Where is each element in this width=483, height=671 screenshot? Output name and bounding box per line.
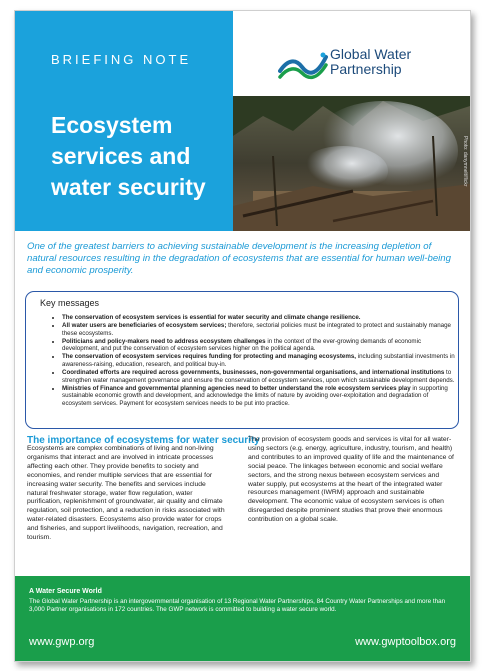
forest-fire-photo	[233, 96, 470, 231]
footer-title: A Water Secure World	[29, 588, 102, 595]
title-line-2: services and	[51, 143, 191, 169]
key-message-text: in the context of the ever-growing demands of economic development, and put the conservation of ecosystem services higher on the political agenda.	[62, 337, 422, 353]
key-messages-list	[48, 314, 457, 408]
header-band	[15, 11, 233, 96]
title-block	[15, 96, 233, 231]
gwp-toolbox-link[interactable]: www.gwptoolbox.org	[355, 636, 456, 648]
briefing-note-page	[14, 10, 471, 662]
footer-text: The Global Water Partnership is an intergovernmental organisation of 13 Regional Water Partnerships, 84 Country Water Partnerships and more than 3,000 Partner organisations in 172 countries. The GWP network is committed to building a water secure world.	[29, 598, 446, 614]
lead-paragraph: One of the greatest barriers to achieving sustainable development is the increasing depletion of natural resources resulting in the degradation of ecosystems that are essential for human well-being and economic prosperity.	[27, 241, 451, 276]
key-message-bold: The conservation of ecosystem services requires funding for protecting and managing ecosystems,	[62, 353, 356, 361]
footer-band	[15, 576, 470, 661]
logo-line-2: Partnership	[330, 61, 402, 77]
briefing-note-label: BRIEFING NOTE	[51, 52, 192, 67]
key-message-text: to strengthen water management governance and ensure the conservation of ecosystem services, upon which sustainable development depends.	[62, 369, 455, 384]
key-message-item	[62, 322, 457, 337]
key-message-bold: The conservation of ecosystem services is essential for water security and climate change resilience.	[62, 314, 361, 321]
key-message-item	[62, 353, 457, 368]
key-messages-box	[25, 291, 459, 429]
key-message-item	[62, 385, 457, 408]
body-column-left: Ecosystems are complex combinations of living and non-living organisms that interact and are involved in intricate processes affecting each other. They provide benefits to society and economies, and render multiple services that are essential for increasing water security. The benefits and services include natural freshwater storage, water flow regulation, water purification, replenishment of groundwater, air quality and climate regulation, soil protection, and a reduction in risks associated with water-related disasters. Ecosystems also provide water for crops and fisheries, and support livelihoods, navigation, recreation, and tourism.	[27, 445, 225, 542]
photo-credit: Photo: danymnelt/flickr	[462, 136, 468, 187]
key-message-item	[62, 338, 457, 353]
logo-line-1: Global Water	[330, 46, 412, 62]
body-column-right: The provision of ecosystem goods and services is vital for all water-using sectors (e.g. energy, agriculture, industry, tourism, and health) and contributes to an improved quality of life and the maintenance of social peace. The linkages between economic and social welfare sectors, and the strong nexus between ecosystem services and water supply, put ecosystems at the heart of the integrated water resources management (IWRM) approach and sustainable development. The economic value of ecosystem services is often disregarded despite prominent studies that prove their enormous contribution on a global scale.	[248, 436, 454, 524]
key-messages-title: Key messages	[40, 298, 100, 308]
key-message-text: in supporting sustainable economic growth and development, and acknowledge the limits of nature by avoiding over-exploitation and degradation of ecosystem services. Payment for ecosystem services needs to be put into practice.	[62, 384, 448, 408]
key-message-bold: Coordinated efforts are required across governments, businesses, non-governmental organisations, and international institutions	[62, 369, 445, 377]
key-message-text: including substantial investments in awareness-raising, education, research, and political buy-in.	[62, 353, 455, 369]
key-message-bold: Politicians and policy-makers need to address ecosystem challenges	[62, 337, 266, 345]
page-title	[51, 110, 231, 203]
key-message-item	[62, 314, 457, 322]
gwp-logo	[278, 45, 458, 85]
gwp-wave-icon	[278, 49, 328, 83]
key-message-item	[62, 369, 457, 384]
gwp-website-link[interactable]: www.gwp.org	[29, 636, 95, 648]
key-message-bold: All water users are beneficiaries of ecosystem services;	[62, 322, 227, 330]
key-message-text: therefore, sectorial policies must be integrated to protect and sustainably manage these ecosystems.	[62, 322, 452, 337]
forest-smoke-image	[233, 96, 470, 231]
key-message-bold: Ministries of Finance and governmental planning agencies need to better understand the role ecosystem services play	[62, 384, 411, 392]
title-line-3: water security	[51, 174, 206, 200]
section-heading: The importance of ecosystems for water security	[27, 435, 260, 446]
title-line-1: Ecosystem	[51, 112, 173, 138]
